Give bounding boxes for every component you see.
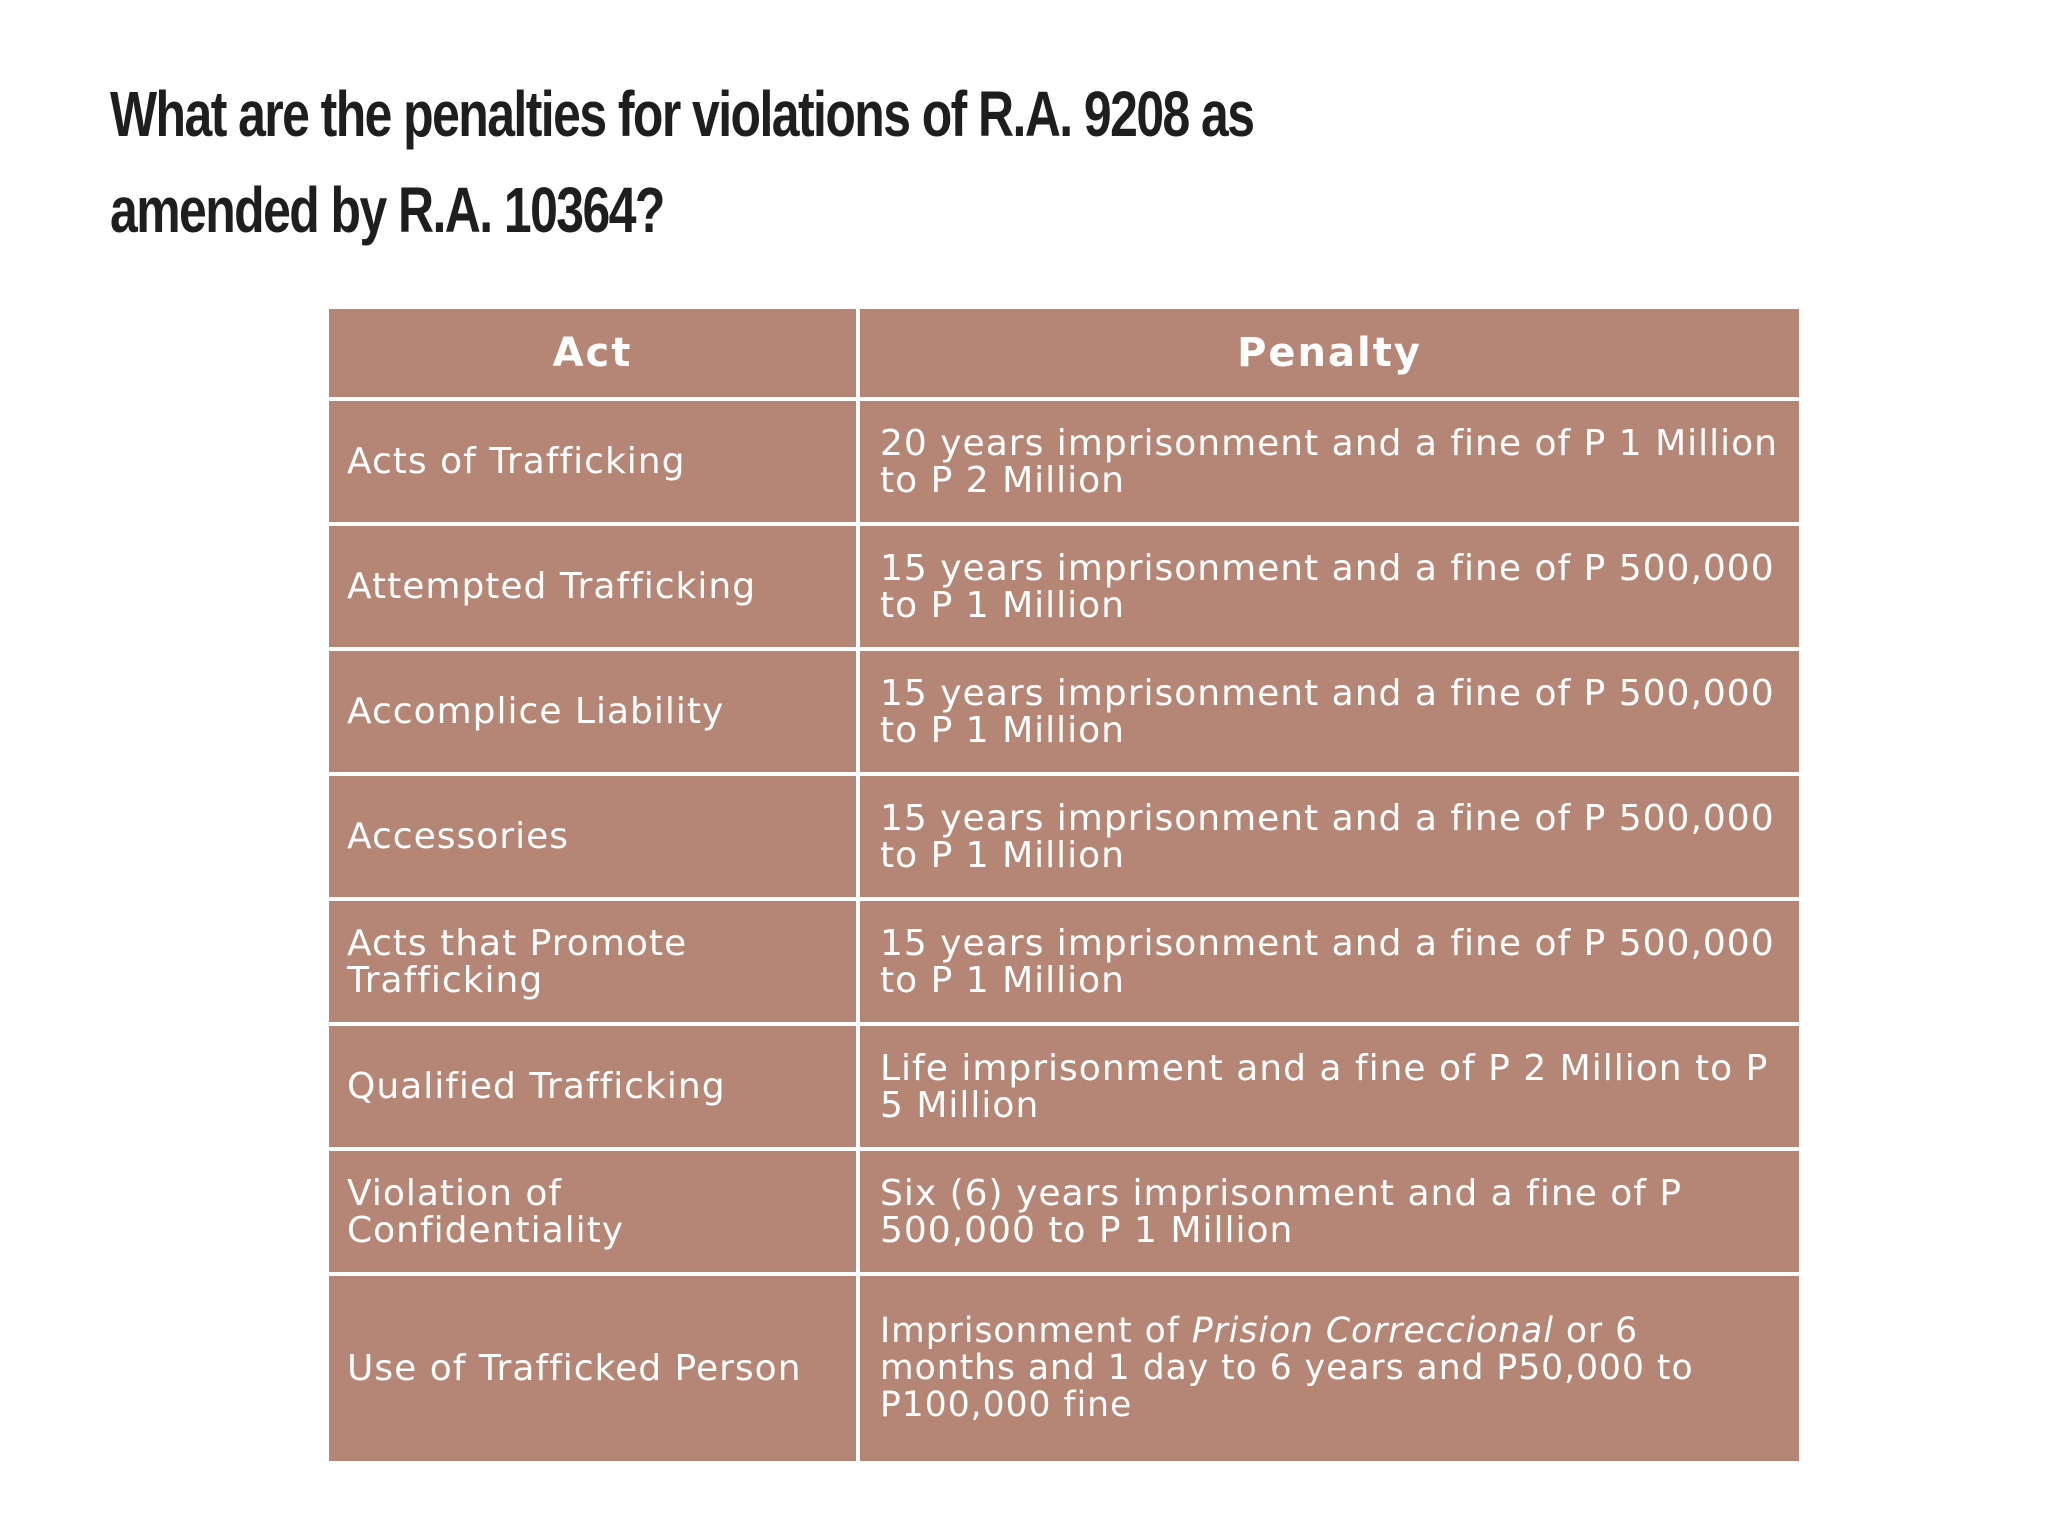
title-line-1: What are the penalties for violations of R.A. 9208 as bbox=[110, 78, 1254, 150]
header-act: Act bbox=[327, 307, 858, 399]
act-cell: Acts of Trafficking bbox=[327, 399, 858, 524]
penalty-text-before: Imprisonment of bbox=[880, 1311, 1192, 1351]
act-cell: Attempted Trafficking bbox=[327, 524, 858, 649]
penalty-table bbox=[325, 305, 1803, 1465]
table-row bbox=[327, 649, 1801, 774]
act-cell: Use of Trafficked Person bbox=[327, 1274, 858, 1463]
table-row bbox=[327, 399, 1801, 524]
title-line-2: amended by R.A. 10364? bbox=[110, 174, 664, 246]
table-row bbox=[327, 1024, 1801, 1149]
penalty-cell: Life imprisonment and a fine of P 2 Million to P 5 Million bbox=[858, 1024, 1801, 1149]
page-title bbox=[110, 66, 1254, 258]
penalty-cell: 15 years imprisonment and a fine of P 500,000 to P 1 Million bbox=[858, 649, 1801, 774]
act-cell: Accomplice Liability bbox=[327, 649, 858, 774]
penalty-text-after: or 6 months and 1 day to 6 years and P50,000 to P100,000 fine bbox=[880, 1311, 1694, 1425]
penalty-text-italic: Prision Correccional bbox=[1191, 1311, 1554, 1351]
act-cell: Acts that Promote Trafficking bbox=[327, 899, 858, 1024]
penalty-cell: 15 years imprisonment and a fine of P 500,000 to P 1 Million bbox=[858, 899, 1801, 1024]
penalty-cell: 15 years imprisonment and a fine of P 500,000 to P 1 Million bbox=[858, 774, 1801, 899]
table-row bbox=[327, 1274, 1801, 1463]
act-cell: Violation of Confidentiality bbox=[327, 1149, 858, 1274]
act-cell: Accessories bbox=[327, 774, 858, 899]
table-row bbox=[327, 524, 1801, 649]
penalty-cell: 20 years imprisonment and a fine of P 1 Million to P 2 Million bbox=[858, 399, 1801, 524]
penalty-cell bbox=[858, 1274, 1801, 1463]
penalty-cell: Six (6) years imprisonment and a fine of P 500,000 to P 1 Million bbox=[858, 1149, 1801, 1274]
table-row bbox=[327, 899, 1801, 1024]
act-cell: Qualified Trafficking bbox=[327, 1024, 858, 1149]
header-penalty: Penalty bbox=[858, 307, 1801, 399]
table-row bbox=[327, 1149, 1801, 1274]
table-header-row bbox=[327, 307, 1801, 399]
table-row bbox=[327, 774, 1801, 899]
penalty-cell: 15 years imprisonment and a fine of P 500,000 to P 1 Million bbox=[858, 524, 1801, 649]
